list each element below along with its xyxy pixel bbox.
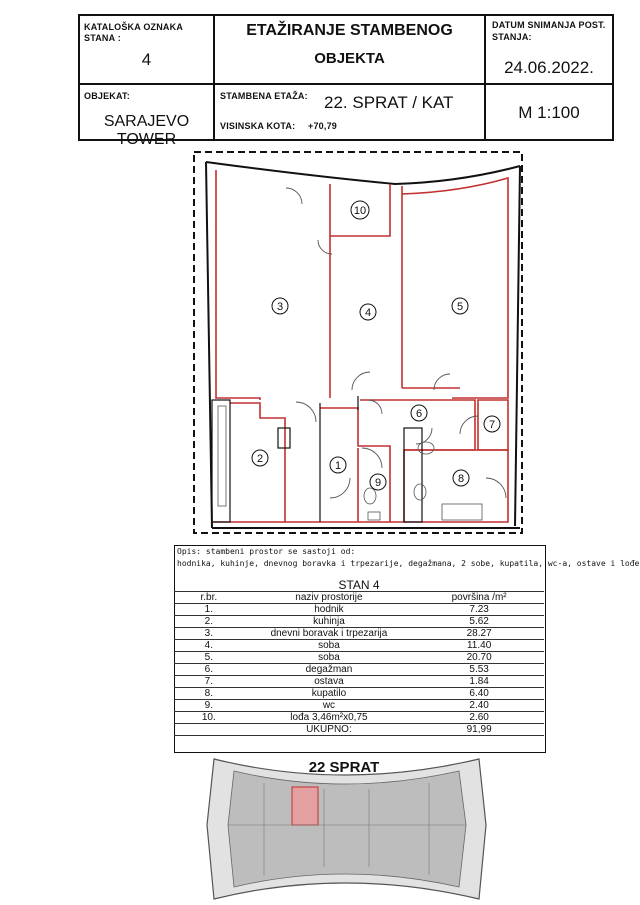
date-value: 24.06.2022. bbox=[504, 58, 594, 77]
row-number: 2. bbox=[174, 616, 244, 628]
floor-value: 22. SPRAT / KAT bbox=[324, 93, 454, 112]
room-label: 8 bbox=[457, 473, 465, 485]
date-label-1: DATUM SNIMANJA POST. bbox=[492, 20, 606, 30]
room-name: hodnik bbox=[244, 604, 415, 616]
room-area: 6.40 bbox=[414, 688, 544, 700]
room-name: ostava bbox=[244, 676, 415, 688]
key-plan bbox=[204, 755, 489, 903]
total-label: UKUPNO: bbox=[244, 724, 415, 736]
col-header-name: naziv prostorije bbox=[244, 592, 415, 604]
catalog-label-1: KATALOŠKA OZNAKA bbox=[84, 22, 184, 32]
table-row bbox=[174, 604, 544, 616]
table-row bbox=[174, 712, 544, 724]
room-area: 2.40 bbox=[414, 700, 544, 712]
table-row bbox=[174, 700, 544, 712]
height-label: VISINSKA KOTA: bbox=[220, 121, 296, 131]
table-row bbox=[174, 640, 544, 652]
floor-plan bbox=[190, 148, 528, 538]
height-value: +70,79 bbox=[308, 121, 337, 131]
row-number: 8. bbox=[174, 688, 244, 700]
room-name: lođa 3,46m²x0,75 bbox=[244, 712, 415, 724]
table-row bbox=[174, 676, 544, 688]
room-area: 11.40 bbox=[414, 640, 544, 652]
col-header-number: r.br. bbox=[174, 592, 244, 604]
room-name: kupatilo bbox=[244, 688, 415, 700]
room-label: 3 bbox=[276, 301, 284, 313]
room-label: 2 bbox=[256, 453, 264, 465]
catalog-value: 4 bbox=[141, 50, 152, 69]
room-area: 5.53 bbox=[414, 664, 544, 676]
room-name: soba bbox=[244, 640, 415, 652]
room-label: 6 bbox=[415, 408, 423, 420]
room-name: dnevni boravak i trpezarija bbox=[244, 628, 415, 640]
row-number: 3. bbox=[174, 628, 244, 640]
row-number: 10. bbox=[174, 712, 244, 724]
room-name: soba bbox=[244, 652, 415, 664]
row-number: 7. bbox=[174, 676, 244, 688]
table-title: STAN 4 bbox=[174, 580, 544, 592]
room-area: 1.84 bbox=[414, 676, 544, 688]
table-row bbox=[174, 628, 544, 640]
room-label: 5 bbox=[456, 301, 464, 313]
object-label: OBJEKAT: bbox=[84, 91, 130, 101]
date-label-2: STANJA: bbox=[492, 32, 532, 42]
catalog-label-2: STANA : bbox=[84, 33, 121, 43]
row-number: 4. bbox=[174, 640, 244, 652]
room-area: 20.70 bbox=[414, 652, 544, 664]
room-label: 10 bbox=[353, 205, 367, 217]
keyplan-label: 22 SPRAT bbox=[308, 759, 380, 776]
scale-value: M 1:100 bbox=[518, 103, 580, 122]
row-number: 5. bbox=[174, 652, 244, 664]
room-label: 7 bbox=[488, 419, 496, 431]
room-area: 28.27 bbox=[414, 628, 544, 640]
table-row bbox=[174, 616, 544, 628]
room-name: degažman bbox=[244, 664, 415, 676]
room-table bbox=[174, 580, 544, 736]
room-label: 9 bbox=[374, 477, 382, 489]
room-name: kuhinja bbox=[244, 616, 415, 628]
room-label: 1 bbox=[334, 460, 342, 472]
room-area: 5.62 bbox=[414, 616, 544, 628]
total-value: 91,99 bbox=[414, 724, 544, 736]
object-value: SARAJEVO TOWER bbox=[103, 113, 190, 148]
description-line1: Opis: stambeni prostor se sastoji od: bbox=[177, 547, 356, 556]
row-number: 1. bbox=[174, 604, 244, 616]
row-number: 6. bbox=[174, 664, 244, 676]
description-line2: hodnika, kuhinje, dnevnog boravka i trpezarije, degažmana, 2 sobe, kupatila, wc-a, ostave i lođe bbox=[177, 559, 640, 568]
room-area: 2.60 bbox=[414, 712, 544, 724]
table-row bbox=[174, 688, 544, 700]
doc-title-line2: OBJEKTA bbox=[314, 50, 385, 67]
col-header-area: površina /m² bbox=[414, 592, 544, 604]
doc-title-line1: ETAŽIRANJE STAMBENOG bbox=[246, 22, 453, 39]
table-row bbox=[174, 664, 544, 676]
floor-label: STAMBENA ETAŽA: bbox=[220, 91, 308, 101]
table-row bbox=[174, 652, 544, 664]
room-area: 7.23 bbox=[414, 604, 544, 616]
room-label: 4 bbox=[364, 307, 372, 319]
room-name: wc bbox=[244, 700, 415, 712]
row-number: 9. bbox=[174, 700, 244, 712]
